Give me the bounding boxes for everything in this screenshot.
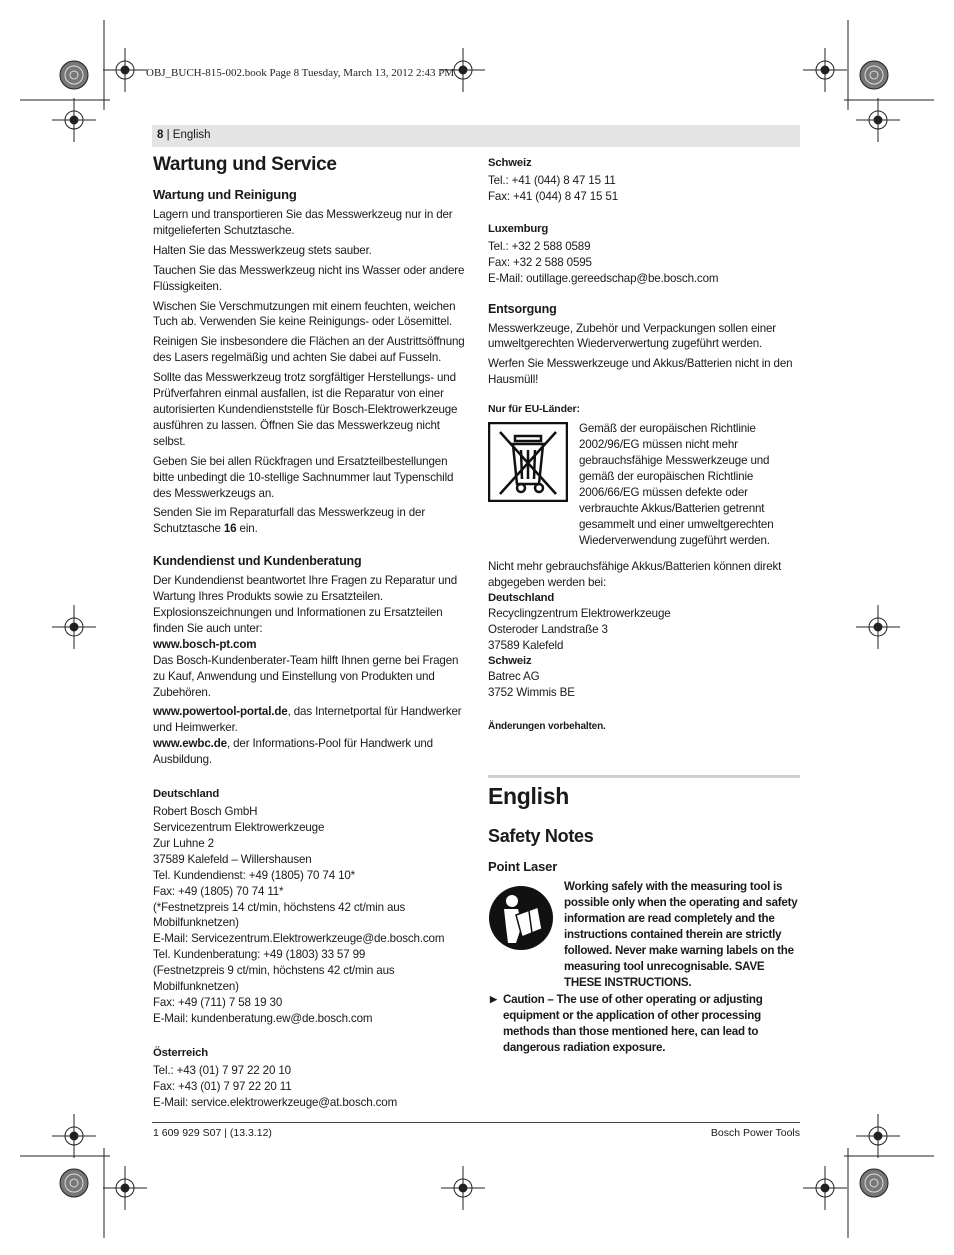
paragraph: Messwerkzeuge, Zubehör und Verpackungen sollen einer umweltgerechten Wiederverwertung zugeführt werden. [488, 321, 777, 351]
heading-schweiz-2: Schweiz [488, 654, 532, 667]
left-column: Wartung und Service Wartung und Reinigung Lagern und transportieren Sie das Messwerkzeug nur in der mitgelieferten Schutztasche. Halten Sie das Messwerkzeug stets sauber. Tauchen Sie das Messwerkzeug nicht ins Wasser oder andere Flüssigkeiten. Wischen Sie Verschmutzungen mit einem feuchten, weichen Tuch ab. Verwenden Sie keine Reinigungs- oder Lösemittel. Reinigen Sie insbesondere die Flächen an der Austrittsöffnung des Lasers regelmäßig und achten Sie dabei auf Fusseln. Sollte das Messwerkzeug trotz sorgfältiger Herstellungs- und Prüfverfahren einmal ausfallen, ist die Reparatur von einer autorisierten Kundendienststelle für Bosch-Elektrowerkzeuge ausführen zu lassen. Öffnen Sie das Messwerkzeug nicht selbst. Geben Sie bei allen Rückfragen und Ersatzteilbestellungen bitte unbedingt die 10-stellige Sachnummer laut Typenschild des Messwerkzeugs an. Senden Sie im Reparaturfall das Messwerkzeug in der Schutztasche 16 ein. Kundendienst und Kundenberatung Der Kundendienst beantwortet Ihre Fragen zu Reparatur und Wartung Ihres Produkts sowie zu Ersatzteilen. Explosionszeichnungen und Informationen zu Ersatzteilen finden Sie auch unter: www.bosch-pt.com Das Bosch-Kundenberater-Team hilft Ihnen gerne bei Fragen zu Kauf, Anwendung und Einstellung von Produkten und Zubehören. www.powertool-portal.de, das Internetportal für Handwerker und Heimwerker. www.ewbc.de, der Informations-Pool für Handwerk und Ausbildung. Deutschland Robert Bosch GmbH Servicezentrum Elektrowerkzeuge Zur Luhne 2 37589 Kalefeld – Willershausen Tel. Kundendienst: +49 (1805) 70 74 10* Fax: +49 (1805) 70 74 11* (*Festnetzpreis 14 ct/min, höchstens 42 ct/min aus Mobilfunknetzen) E-Mail: Servicezentrum.Elektrowerkzeuge@de.bosch.com Tel. Kundenberatung: +49 (1803) 33 57 99 (Festnetzpreis 9 ct/min, höchstens 42 ct/min aus Mobilfunknetzen) Fax: +49 (711) 7 58 19 30 E-Mail: kundenberatung.ew@de.bosch.com Österreich Tel.: +43 (01) 7 97 22 20 10 Fax: +43 (01) 7 97 22 20 11 E-Mail: service.elektrowerkzeuge@at.bosch.com [153, 154, 465, 1109]
address-line: Fax: +43 (01) 7 97 22 20 11 [153, 1079, 292, 1093]
footer-doc-number: 1 609 929 S07 | (13.3.12) [153, 1127, 272, 1139]
changes-note: Änderungen vorbehalten. [488, 720, 606, 732]
address-line: 37589 Kalefeld – Willershausen [153, 852, 312, 866]
address-line: E-Mail: service.elektrowerkzeuge@at.bosch.com [153, 1095, 398, 1109]
paragraph: Lagern und transportieren Sie das Messwerkzeug nur in der mitgelieferten Schutztasche. [153, 208, 453, 237]
heading-kundendienst: Kundendienst und Kundenberatung [153, 554, 362, 569]
paragraph: Halten Sie das Messwerkzeug stets sauber. [153, 243, 372, 257]
paragraph: Das Bosch-Kundenberater-Team hilft Ihnen gerne bei Fragen zu Kauf, Anwendung und Einstellung von Produkten und Zubehören. [153, 653, 459, 699]
ewbc-link[interactable]: www.ewbc.de [153, 737, 227, 751]
right-column [488, 156, 800, 1056]
paragraph: Senden Sie im Reparaturfall das Messwerkzeug in der Schutztasche 16 ein. [153, 506, 426, 536]
address-line: E-Mail: kundenberatung.ew@de.bosch.com [153, 1011, 373, 1025]
address-line: Fax: +49 (1805) 70 74 11* [153, 884, 284, 898]
bullet-icon: ▶ [490, 994, 497, 1005]
paragraph: Geben Sie bei allen Rückfragen und Ersatzteilbestellungen bitte unbedingt die 10-stellige Sachnummer laut Typenschild des Messwerkzeugs an. [153, 454, 454, 500]
footer-rule [152, 1122, 800, 1123]
address-line: Fax: +32 2 588 0595 [488, 255, 592, 269]
english-title: English [488, 783, 569, 810]
section-title: Wartung und Service [153, 154, 337, 175]
heading-oesterreich: Österreich [153, 1046, 209, 1059]
address-line: 37589 Kalefeld [488, 638, 564, 652]
book-info-line: OBJ_BUCH-815-002.book Page 8 Tuesday, March 13, 2012 2:43 PM [146, 67, 455, 79]
address-line: Tel. Kundenberatung: +49 (1803) 33 57 99 [153, 948, 366, 962]
paragraph: Reinigen Sie insbesondere die Flächen an der Austrittsöffnung des Lasers regelmäßig und achten Sie dabei auf Fusseln. [153, 335, 465, 365]
caution-text: Caution – The use of other operating or adjusting equipment or the application of other processing methods than those mentioned here, can lead to dangerous radiation exposure. [503, 993, 763, 1055]
address-line: (*Festnetzpreis 14 ct/min, höchstens 42 ct/min aus Mobilfunknetzen) [153, 900, 406, 930]
footer-brand: Bosch Power Tools [710, 1127, 800, 1139]
safety-notes-title: Safety Notes [488, 826, 594, 847]
read-manual-icon [488, 885, 554, 956]
address-line: Zur Luhne 2 [153, 836, 214, 850]
address-line: Batrec AG [488, 669, 540, 683]
heading-eu: Nur für EU-Länder: [488, 403, 580, 416]
header-language: English [172, 129, 211, 141]
paragraph: Der Kundendienst beantwortet Ihre Fragen zu Reparatur und Wartung Ihres Produkts sowie zu Ersatzteilen. Explosionszeichnungen und Informationen zu Ersatzteilen finden Sie auch unter: [153, 574, 458, 635]
page-header-bar [152, 125, 800, 147]
address-line: Tel. Kundendienst: +49 (1805) 70 74 10* [153, 868, 356, 882]
page-number: 8 [157, 129, 164, 141]
section-rule [488, 775, 800, 778]
bosch-pt-link[interactable]: www.bosch-pt.com [153, 637, 257, 651]
heading-schweiz: Schweiz [488, 157, 532, 169]
heading-deutschland: Deutschland [153, 788, 220, 801]
heading-wartung: Wartung und Reinigung [153, 187, 297, 202]
address-line: E-Mail: outillage.gereedschap@be.bosch.com [488, 271, 719, 285]
powertool-portal-link[interactable]: www.powertool-portal.de [153, 705, 288, 719]
address-line: 3752 Wimmis BE [488, 685, 575, 699]
paragraph: Nicht mehr gebrauchsfähige Akkus/Batterien können direkt abgegeben werden bei: [488, 560, 782, 590]
address-line: Osteroder Landstraße 3 [488, 622, 608, 636]
heading-entsorgung: Entsorgung [488, 301, 557, 316]
weee-bin-icon [488, 422, 568, 507]
address-line: Fax: +49 (711) 7 58 19 30 [153, 995, 283, 1009]
address-line: E-Mail: Servicezentrum.Elektrowerkzeuge@de.bosch.com [153, 932, 445, 946]
heading-luxemburg: Luxemburg [488, 222, 549, 235]
warning-text: Working safely with the measuring tool is possible only when the operating and safety information are read completely and the instructions contained therein are strictly followed. Never make warning labels on the measuring tool unrecognisable. SAVE THESE INSTRUCTIONS. [564, 880, 798, 989]
eu-text: Gemäß der europäischen Richtlinie 2002/96/EG müssen nicht mehr gebrauchsfähige Messwerkzeuge und gemäß der europäischen Richtlinie 2006/66/EG müssen defekte oder verbrauchte Akkus/Batterien getrennt gesammelt und einer umweltgerechten Wiederverwendung zugeführt werden. [579, 422, 774, 547]
address-line: (Festnetzpreis 9 ct/min, höchstens 42 ct/min aus Mobilfunknetzen) [153, 964, 395, 994]
heading-deutschland-2: Deutschland [488, 591, 555, 604]
paragraph: Werfen Sie Messwerkzeuge und Akkus/Batterien nicht in den Hausmüll! [488, 357, 793, 387]
address-line: Tel.: +43 (01) 7 97 22 20 10 [153, 1063, 291, 1077]
paragraph: Tauchen Sie das Messwerkzeug nicht ins Wasser oder andere Flüssigkeiten. [153, 263, 465, 293]
address-line: Recyclingzentrum Elektrowerkzeuge [488, 606, 671, 620]
address-line: Tel.: +41 (044) 8 47 15 11 [488, 174, 616, 187]
paragraph: Wischen Sie Verschmutzungen mit einem feuchten, weichen Tuch ab. Verwenden Sie keine Reinigungs- oder Lösemittel. [153, 299, 456, 329]
address-line: Fax: +41 (044) 8 47 15 51 [488, 189, 618, 203]
point-laser-heading: Point Laser [488, 859, 558, 875]
address-line: Servicezentrum Elektrowerkzeuge [153, 821, 325, 834]
address-line: Tel.: +32 2 588 0589 [488, 239, 591, 253]
paragraph: Sollte das Messwerkzeug trotz sorgfältiger Herstellungs- und Prüfverfahren einmal ausfallen, ist die Reparatur von einer autorisierten Kundendienststelle für Bosch-Elektrowerkzeuge ausführen zu lassen. Öffnen Sie das Messwerkzeug nicht selbst. [153, 371, 458, 448]
page-header: 8 | English [157, 129, 211, 141]
address-line: Robert Bosch GmbH [153, 805, 258, 819]
